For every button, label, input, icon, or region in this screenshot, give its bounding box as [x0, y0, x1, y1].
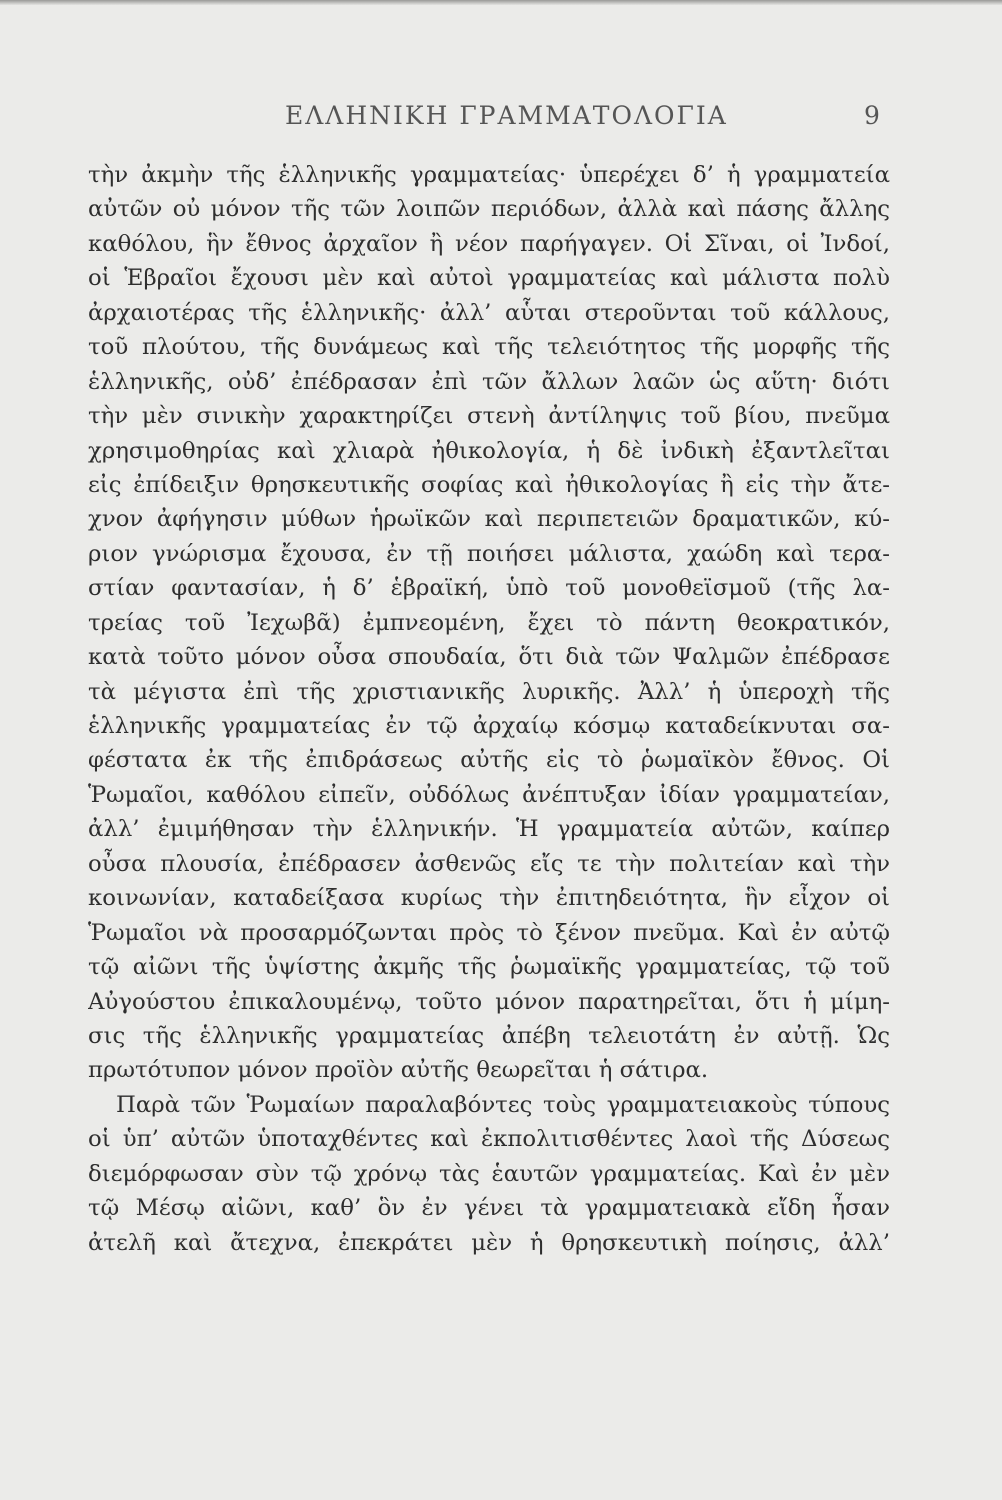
text-line: σις τῆς ἑλληνικῆς γραμματείας ἀπέβη τελειοτάτη ἐν αὐτῇ. Ὡς: [88, 1022, 890, 1049]
text-line: τὴν ἀκμὴν τῆς ἑλληνικῆς γραμματείας· ὑπερέχει δ’ ἡ γραμματεία: [88, 162, 890, 188]
text-line: τῷ αἰῶνι τῆς ὑψίστης ἀκμῆς τῆς ῥωμαϊκῆς γραμματείας, τῷ τοῦ: [88, 954, 890, 981]
text-line: καθόλου, ἣν ἔθνος ἀρχαῖον ἢ νέον παρήγαγεν. Οἱ Σῖναι, οἱ Ἰνδοί,: [88, 230, 890, 257]
text-line: χνον ἀφήγησιν μύθων ἡρωϊκῶν καὶ περιπετειῶν δραματικῶν, κύ-: [88, 506, 890, 533]
text-line: κοινωνίαν, καταδείξασα κυρίως τὴν ἐπιτηδειότητα, ἣν εἶχον οἱ: [88, 885, 890, 912]
page-top-edge: [0, 0, 1002, 5]
body-text: [88, 158, 890, 1260]
text-line: Αὐγούστου ἐπικαλουμένῳ, τοῦτο μόνον παρατηρεῖται, ὅτι ἡ μίμη-: [88, 988, 890, 1015]
text-line: οἱ ὑπ’ αὐτῶν ὑποταχθέντες καὶ ἐκπολιτισθέντες λαοὶ τῆς Δύσεως: [88, 1126, 890, 1153]
text-line: φέστατα ἐκ τῆς ἐπιδράσεως αὐτῆς εἰς τὸ ῥωμαϊκὸν ἔθνος. Οἱ: [88, 747, 890, 774]
text-line: Ῥωμαῖοι νὰ προσαρμόζωνται πρὸς τὸ ξένον πνεῦμα. Καὶ ἐν αὐτῷ: [88, 919, 890, 946]
text-line: οἱ Ἑβραῖοι ἔχουσι μὲν καὶ αὐτοὶ γραμματείας καὶ μάλιστα πολὺ: [88, 265, 890, 292]
text-line: ἑλληνικῆς γραμματείας ἐν τῷ ἀρχαίῳ κόσμῳ καταδείκνυται σα-: [88, 713, 890, 739]
text-line: τῷ Μέσῳ αἰῶνι, καθ’ ὃν ἐν γένει τὰ γραμματειακὰ εἴδη ἦσαν: [88, 1195, 890, 1222]
text-line: ἑλληνικῆς, οὐδ’ ἐπέδρασαν ἐπὶ τῶν ἄλλων λαῶν ὡς αὕτη· διότι: [88, 368, 890, 395]
page-header: [0, 95, 1002, 135]
text-line: ριον γνώρισμα ἔχουσα, ἐν τῇ ποιήσει μάλιστα, χαώδη καὶ τερα-: [88, 540, 890, 567]
text-line: ἀλλ’ ἐμιμήθησαν τὴν ἑλληνικήν. Ἡ γραμματεία αὐτῶν, καίπερ: [88, 816, 890, 843]
text-line: Παρὰ τῶν Ῥωμαίων παραλαβόντες τοὺς γραμματειακοὺς τύπους: [116, 1091, 890, 1118]
text-line: κατὰ τοῦτο μόνον οὖσα σπουδαία, ὅτι διὰ τῶν Ψαλμῶν ἐπέδρασε: [88, 644, 890, 671]
text-line: ἀτελῆ καὶ ἄτεχνα, ἐπεκράτει μὲν ἡ θρησκευτικὴ ποίησις, ἀλλ’: [88, 1229, 890, 1256]
text-line: ἀρχαιοτέρας τῆς ἑλληνικῆς· ἀλλ’ αὗται στεροῦνται τοῦ κάλλους,: [88, 299, 890, 326]
text-line: τρείας τοῦ Ἰεχωβᾶ) ἐμπνεομένη, ἔχει τὸ πάντη θεοκρατικόν,: [88, 609, 890, 636]
text-line: αὐτῶν οὐ μόνον τῆς τῶν λοιπῶν περιόδων, ἀλλὰ καὶ πάσης ἄλλης: [88, 196, 890, 223]
text-line: τοῦ πλούτου, τῆς δυνάμεως καὶ τῆς τελειότητος τῆς μορφῆς τῆς: [88, 334, 890, 361]
page-number: 9: [864, 101, 880, 130]
text-line: οὖσα πλουσία, ἐπέδρασεν ἀσθενῶς εἴς τε τὴν πολιτείαν καὶ τὴν: [88, 850, 890, 877]
text-line: χρησιμοθηρίας καὶ χλιαρὰ ἠθικολογία, ἡ δὲ ἰνδικὴ ἐξαντλεῖται: [88, 437, 890, 464]
running-title: ΕΛΛΗΝΙΚΗ ΓΡΑΜΜΑΤΟΛΟΓΙΑ: [285, 101, 728, 130]
text-line: Ῥωμαῖοι, καθόλου εἰπεῖν, οὐδόλως ἀνέπτυξαν ἰδίαν γραμματείαν,: [88, 781, 890, 808]
text-line: τὴν μὲν σινικὴν χαρακτηρίζει στενὴ ἀντίληψις τοῦ βίου, πνεῦμα: [88, 403, 890, 430]
text-line: διεμόρφωσαν σὺν τῷ χρόνῳ τὰς ἑαυτῶν γραμματείας. Καὶ ἐν μὲν: [88, 1160, 890, 1187]
text-line: τὰ μέγιστα ἐπὶ τῆς χριστιανικῆς λυρικῆς. Ἀλλ’ ἡ ὑπεροχὴ τῆς: [88, 678, 890, 705]
text-line: εἰς ἐπίδειξιν θρησκευτικῆς σοφίας καὶ ἠθικολογίας ἢ εἰς τὴν ἄτε-: [88, 471, 890, 498]
text-line: πρωτότυπον μόνον προϊὸν αὐτῆς θεωρεῖται ἡ σάτιρα.: [88, 1057, 709, 1084]
text-line: στίαν φαντασίαν, ἡ δ’ ἑβραϊκή, ὑπὸ τοῦ μονοθεϊσμοῦ (τῆς λα-: [88, 575, 890, 602]
